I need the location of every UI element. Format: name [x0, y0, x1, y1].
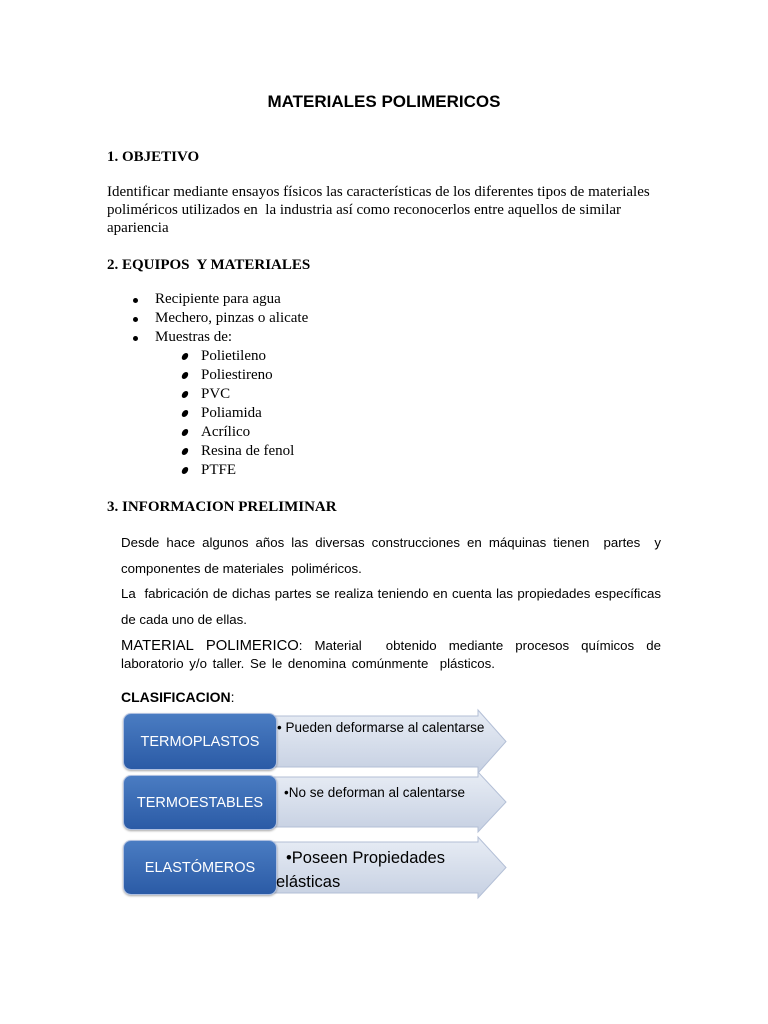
sample-list-item	[0, 442, 768, 461]
classification-label-text: CLASIFICACION	[121, 689, 231, 705]
bullet-icon	[133, 336, 138, 341]
list-item	[0, 290, 768, 309]
bullet-icon	[133, 317, 138, 322]
sub-bullet-icon	[181, 429, 189, 436]
category-description: •Poseen Propiedades elásticas	[276, 849, 445, 891]
document-title: MATERIALES POLIMERICOS	[267, 92, 501, 111]
sample-list-item	[0, 366, 768, 385]
sub-bullet-icon	[181, 410, 189, 417]
list-item	[0, 328, 768, 347]
category-box: TERMOPLASTOS	[123, 713, 277, 770]
list-item-label: Recipiente para agua	[155, 291, 281, 307]
preliminary-info	[121, 530, 665, 632]
sample-label: PVC	[201, 386, 231, 402]
sub-bullet-icon	[181, 448, 189, 455]
classification-label-colon: :	[230, 689, 235, 705]
sub-bullet-icon	[181, 391, 189, 398]
sample-label: PTFE	[201, 462, 237, 478]
category-box: ELASTÓMEROS	[123, 840, 277, 895]
category-description: •No se deforman al calentarse	[284, 785, 466, 800]
section-heading-equipos: 2. EQUIPOS Y MATERIALES	[107, 257, 311, 273]
sample-list-item	[0, 404, 768, 423]
sample-list-item	[0, 347, 768, 366]
category-arrow	[268, 772, 506, 832]
definition-paragraph	[121, 637, 667, 673]
sample-list-item	[0, 461, 768, 480]
bullet-icon	[133, 298, 138, 303]
definition-term: MATERIAL POLIMERICO	[121, 638, 299, 654]
sample-label: Poliamida	[201, 405, 262, 421]
sub-bullet-icon	[181, 372, 189, 379]
sample-label: Resina de fenol	[201, 443, 295, 459]
definition-text: : Material obtenido mediante procesos químicos de laboratorio y/o taller. Se le denomina comúnmente plásticos.	[121, 638, 667, 671]
category-description: • Pueden deformarse al calentarse	[277, 720, 485, 735]
section-heading-objetivo: 1. OBJETIVO	[107, 149, 200, 165]
list-item-label: Mechero, pinzas o alicate	[155, 310, 309, 326]
sample-label: Polietileno	[201, 348, 266, 364]
objective-paragraph: Identificar mediante ensayos físicos las características de los diferentes tipos de materiales poliméricos utilizados en la industria así como reconocerlos entre aquellos de similar apariencia	[107, 184, 654, 236]
sample-list-item	[0, 385, 768, 404]
info-paragraph: Desde hace algunos años las diversas construcciones en máquinas tienen partes y componentes de materiales poliméricos.	[121, 535, 665, 576]
equipment-list	[0, 290, 768, 480]
section-heading-informacion: 3. INFORMACION PRELIMINAR	[107, 499, 337, 515]
info-paragraph: La fabricación de dichas partes se realiza teniendo en cuenta las propiedades específicas de cada uno de ellas.	[121, 586, 665, 627]
sub-bullet-icon	[181, 353, 189, 360]
list-item-label: Muestras de:	[155, 329, 233, 345]
sub-bullet-icon	[181, 467, 189, 474]
list-item	[0, 309, 768, 328]
sample-label: Acrílico	[201, 424, 251, 440]
classification-diagram	[115, 700, 515, 905]
sample-list-item	[0, 423, 768, 442]
category-box: TERMOESTABLES	[123, 775, 277, 830]
sample-label: Poliestireno	[201, 367, 273, 383]
